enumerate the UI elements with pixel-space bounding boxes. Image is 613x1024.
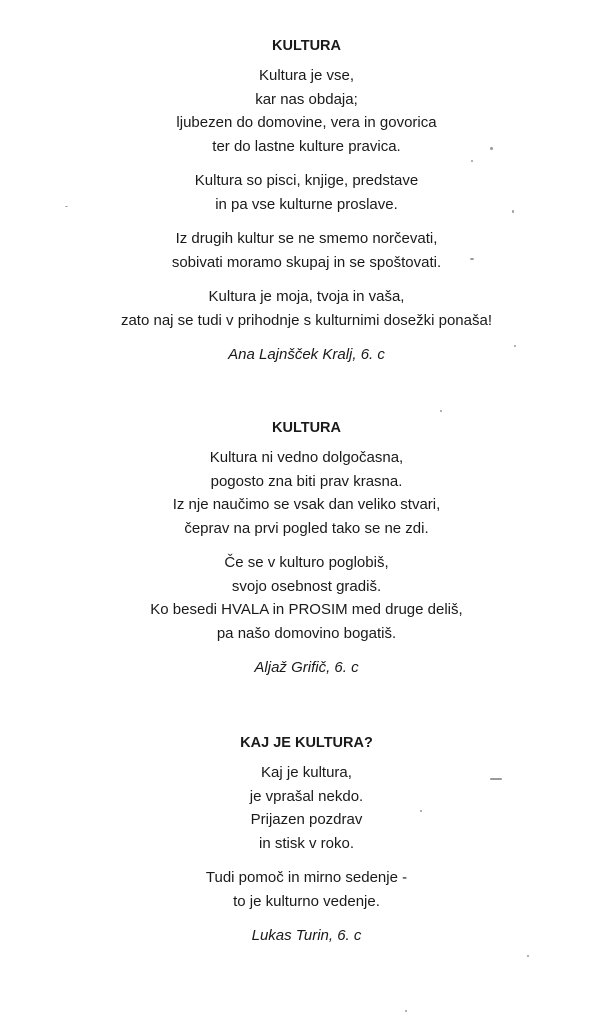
poem-title: KAJ JE KULTURA? (240, 735, 373, 751)
scan-speck (420, 810, 422, 812)
poem-line: kar nas obdaja; (255, 90, 358, 108)
scan-speck (512, 210, 514, 213)
scan-speck (440, 410, 442, 412)
poem-line: Kultura so pisci, knjige, predstave (194, 172, 419, 189)
poem-2 (0, 418, 613, 680)
poem-title: KULTURA (272, 420, 341, 436)
scan-speck (470, 258, 474, 260)
stanza (0, 285, 613, 332)
poem-line: pogosto zna biti prav krasna. (210, 472, 403, 490)
scan-speck (514, 345, 516, 347)
poem-line: Tudi pomoč in mirno sedenje - (205, 869, 408, 886)
stanza (0, 761, 613, 855)
scan-speck (527, 955, 529, 957)
poem-1 (0, 36, 613, 367)
poem-line: svojo osebnost gradiš. (231, 577, 382, 595)
poem-line: in stisk v roko. (258, 834, 355, 852)
poem-author: Aljaž Grifič, 6. c (254, 659, 359, 676)
poem-line: Kultura ni vedno dolgočasna, (209, 449, 404, 466)
scan-speck (471, 160, 473, 162)
poem-line: Kaj je kultura, (261, 764, 352, 781)
poem-line: Iz nje naučimo se vsak dan veliko stvari, (172, 496, 441, 513)
scan-speck (490, 147, 493, 150)
poem-author: Ana Lajnšček Kralj, 6. c (228, 346, 385, 363)
stanza (0, 551, 613, 645)
poem-line: to je kulturno vedenje. (233, 892, 380, 910)
stanza (0, 866, 613, 913)
stanza (0, 446, 613, 540)
poem-line: čeprav na prvi pogled tako se ne zdi. (184, 519, 429, 537)
poem-3 (0, 733, 613, 948)
stanza (0, 227, 613, 274)
poem-line: je vprašal nekdo. (249, 787, 364, 805)
poem-title: KULTURA (272, 38, 341, 54)
poem-line: Kultura je vse, (258, 67, 355, 84)
scan-speck (65, 206, 68, 207)
scan-speck (405, 1010, 407, 1012)
stanza (0, 169, 613, 216)
poem-line: Prijazen pozdrav (250, 811, 363, 828)
poem-line: sobivati moramo skupaj in se spoštovati. (171, 253, 442, 271)
stanza (0, 64, 613, 158)
poem-line: Ko besedi HVALA in PROSIM med druge deliš, (150, 601, 463, 618)
poem-line: Če se v kulturo poglobiš, (224, 554, 389, 571)
poem-line: zato naj se tudi v prihodnje s kulturnimi dosežki ponaša! (120, 311, 493, 329)
poem-line: in pa vse kulturne proslave. (215, 195, 398, 213)
poem-author: Lukas Turin, 6. c (251, 927, 362, 944)
scan-speck (490, 778, 502, 780)
poem-line: ter do lastne kulture pravica. (212, 137, 401, 155)
poem-line: pa našo domovino bogatiš. (216, 624, 397, 642)
poem-line: Iz drugih kultur se ne smemo norčevati, (175, 230, 438, 247)
poem-line: ljubezen do domovine, vera in govorica (176, 114, 437, 131)
poem-line: Kultura je moja, tvoja in vaša, (208, 288, 405, 305)
